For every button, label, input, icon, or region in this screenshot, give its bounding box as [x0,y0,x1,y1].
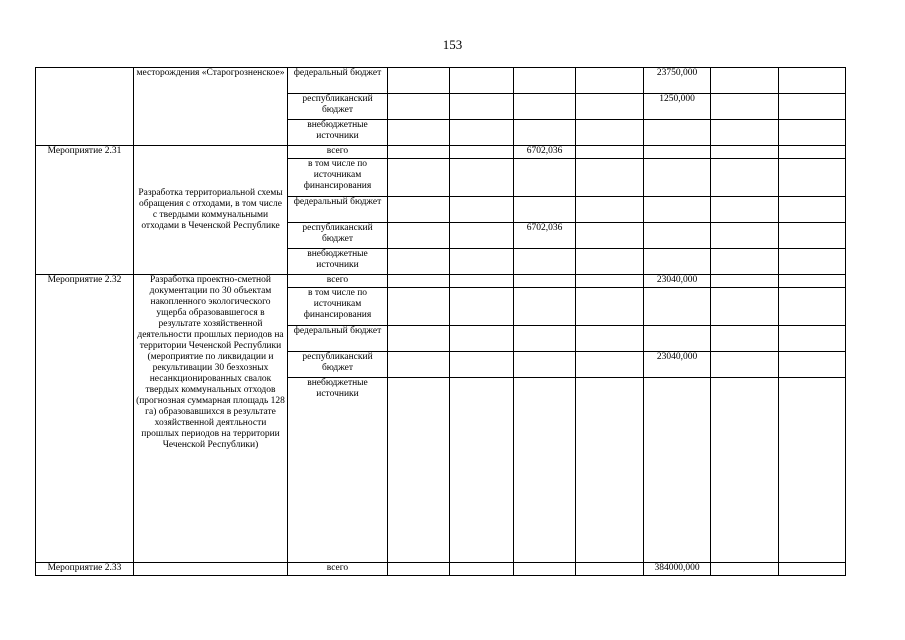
source-cell: внебюджетные источники [288,120,388,146]
source-cell: федеральный бюджет [288,68,388,94]
measure-cell: Мероприятие 2.31 [36,146,134,275]
table-row [36,68,846,94]
budget-table [35,67,846,576]
page-number: 153 [442,37,463,52]
table-row [36,275,846,288]
value-cell: 6702,036 [514,146,576,159]
description-cell: месторождения «Старогрозненское» [134,68,288,146]
source-cell: республиканский бюджет [288,352,388,378]
measure-cell [36,68,134,146]
value-cell: 384000,000 [644,563,711,576]
description-cell: Разработка проектно-сметной документации по 30 объектам накопленного экологического ущерба образовавшегося в результате хозяйственной деятельности прошлых периодов на территории Чеченской Республики (мероприятие по ликвидации и рекультивации 30 безхозных несанкционированных свалок твердых коммунальных отходов (прогнозная суммарная площадь 128 га) образовавшихся в результате хозяйственной деятльности прошлых периодов на территории Чеченской Республики) [134,275,288,563]
source-cell: федеральный бюджет [288,197,388,223]
source-cell: республиканский бюджет [288,223,388,249]
source-cell: внебюджетные источники [288,378,388,563]
value-cell: 1250,000 [644,94,711,120]
value-cell: 23040,000 [644,352,711,378]
description-cell: Разработка территориальной схемы обращения с отходами, в том числе с твердыми коммунальными отходами в Чеченской Республике [134,146,288,275]
source-cell: в том числе по источникам финансирования [288,288,388,326]
source-cell: всего [288,275,388,288]
value-cell: 23040,000 [644,275,711,288]
source-cell: всего [288,146,388,159]
source-cell: в том числе по источникам финансирования [288,159,388,197]
table-row [36,146,846,159]
description-cell [134,563,288,576]
source-cell: внебюджетные источники [288,249,388,275]
measure-cell: Мероприятие 2.33 [36,563,134,576]
value-cell: 23750,000 [644,68,711,94]
measure-cell: Мероприятие 2.32 [36,275,134,563]
source-cell: федеральный бюджет [288,326,388,352]
table-row [36,563,846,576]
source-cell: республиканский бюджет [288,94,388,120]
value-cell: 6702,036 [514,223,576,249]
source-cell: всего [288,563,388,576]
